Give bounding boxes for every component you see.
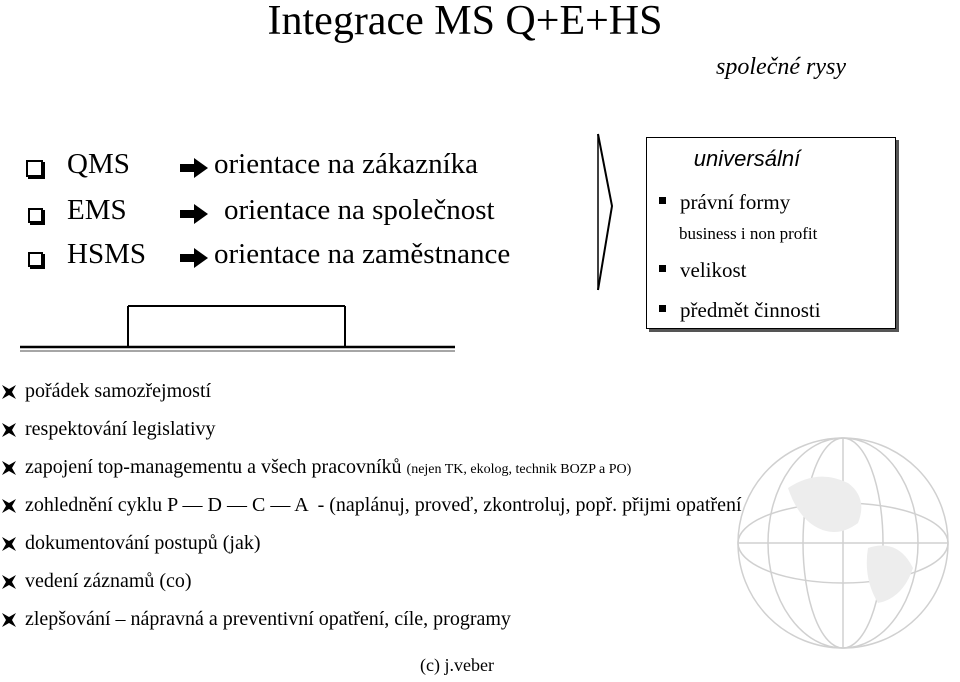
universal-item-label: právní formy xyxy=(680,190,791,214)
globe-watermark-icon xyxy=(728,428,958,658)
page-title: Integrace MS Q+E+HS xyxy=(267,0,663,44)
universal-item-label: předmět činnosti xyxy=(680,298,821,322)
page-subtitle: společné rysy xyxy=(716,54,846,80)
principle-text: pořádek samozřejmostí xyxy=(25,380,212,402)
star-bullet-icon xyxy=(2,385,16,399)
standard-abbr: HSMS xyxy=(67,238,146,270)
square-bullet-icon xyxy=(659,305,666,312)
universal-item xyxy=(659,258,747,283)
universal-box xyxy=(646,137,896,329)
star-bullet-icon xyxy=(2,575,16,589)
principle-text: zohlednění cyklu P — D — C — A - (naplánuj, proveď, zkontroluj, popř. přijmi opatření xyxy=(25,494,742,516)
square-bullet-icon xyxy=(659,197,666,204)
star-bullet-icon xyxy=(2,461,16,475)
standard-goal: orientace na společnost xyxy=(224,194,495,226)
principle-note: (nejen TK, ekolog, technik BOZP a PO) xyxy=(406,462,632,477)
universal-item-label: velikost xyxy=(680,258,747,282)
principle-text: dokumentování postupů (jak) xyxy=(25,532,261,554)
star-bullet-icon xyxy=(2,499,16,513)
standard-abbr: QMS xyxy=(67,148,130,180)
principle-text: zapojení top-managementu a všech pracovníků xyxy=(25,456,402,478)
footer-credit: (c) j.veber xyxy=(420,655,494,675)
square-bullet-icon xyxy=(659,265,666,272)
universal-item xyxy=(659,190,790,215)
universal-item-sub: business i non profit xyxy=(679,224,818,243)
star-bullet-icon xyxy=(2,537,16,551)
standard-goal: orientace na zákazníka xyxy=(214,148,479,180)
principle-text: respektování legislativy xyxy=(25,418,216,440)
universal-item xyxy=(659,298,821,323)
standard-abbr: EMS xyxy=(67,194,127,226)
star-bullet-icon xyxy=(2,423,16,437)
universal-title: universální xyxy=(693,146,801,171)
standard-goal: orientace na zaměstnance xyxy=(214,238,511,270)
star-bullet-icon xyxy=(2,613,16,627)
principle-text: zlepšování – nápravná a preventivní opatření, cíle, programy xyxy=(25,608,511,630)
principle-text: vedení záznamů (co) xyxy=(25,570,192,592)
